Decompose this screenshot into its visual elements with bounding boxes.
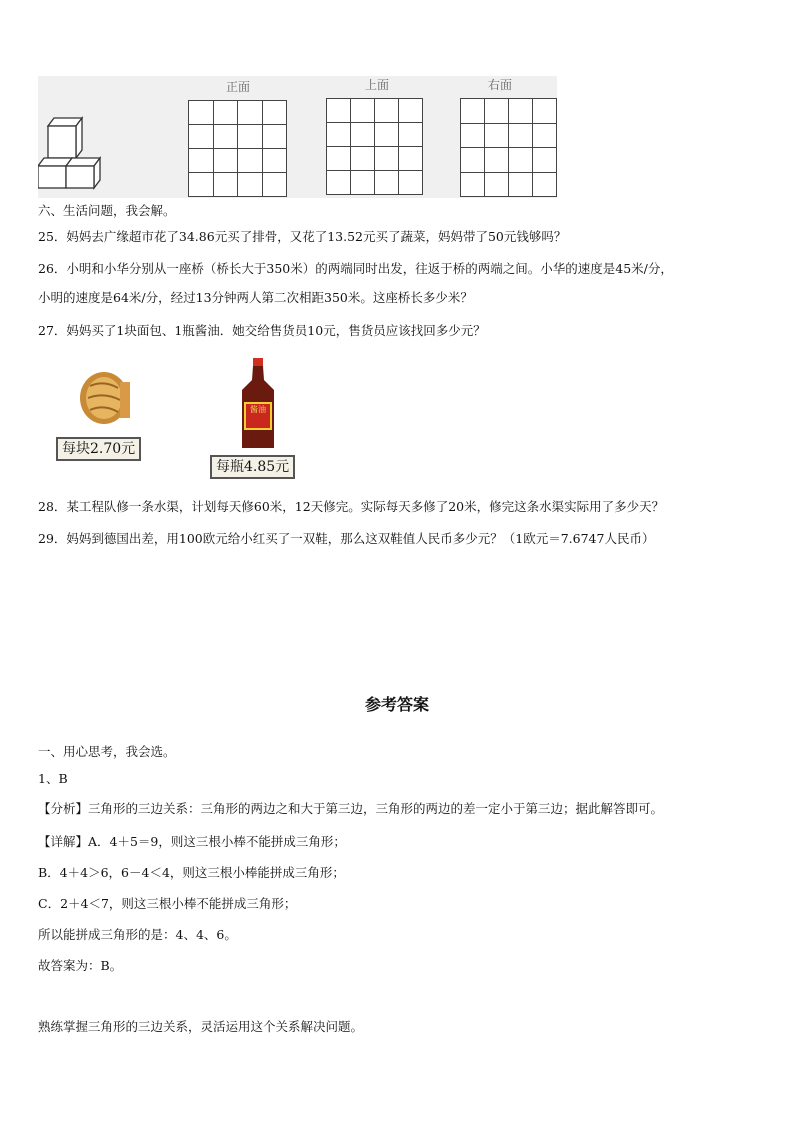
soy-sauce-label: 酱油 <box>250 405 266 414</box>
question-25: 25．妈妈去广缘超市花了34.86元买了排骨，又花了13.52元买了蔬菜，妈妈带了50元钱够吗？ <box>38 229 567 244</box>
answer-detail-a: 【详解】A．4＋5＝9，则这三根小棒不能拼成三角形； <box>38 834 346 849</box>
section-6-heading: 六、生活问题，我会解。 <box>38 203 176 218</box>
answers-title: 参考答案 <box>364 695 429 714</box>
view-label-front: 正面 <box>225 80 250 94</box>
question-28: 28．某工程队修一条水渠，计划每天修60米，12天修完。实际每天多修了20米，修完这条水渠实际用了多少天？ <box>38 499 665 514</box>
top-view-grid <box>326 98 423 195</box>
answer-detail-c: C．2＋4＜7，则这三根小棒不能拼成三角形； <box>38 896 297 911</box>
view-label-top: 上面 <box>364 78 389 92</box>
answer-conclusion: 所以能拼成三角形的是：4、4、6。 <box>38 927 237 942</box>
answers-section-1: 一、用心思考，我会选。 <box>38 744 176 759</box>
question-29: 29．妈妈到德国出差，用100欧元给小红买了一双鞋，那么这双鞋值人民币多少元？（1欧元＝7.6747人民币） <box>38 531 655 546</box>
soy-sauce-price-tag: 每瓶4.85元 <box>210 455 295 479</box>
bread-image <box>76 368 136 426</box>
question-27: 27．妈妈买了1块面包、1瓶酱油．她交给售货员10元，售货员应该找回多少元？ <box>38 323 486 338</box>
answer-final: 故答案为：B。 <box>38 958 123 973</box>
question-26-line-2: 小明的速度是64米/分，经过13分钟两人第二次相距350米。这座桥长多少米？ <box>38 290 473 305</box>
answer-summary: 熟练掌握三角形的三边关系，灵活运用这个关系解决问题。 <box>38 1019 364 1034</box>
question-26-line-1: 26．小明和小华分别从一座桥（桥长大于350米）的两端同时出发，往返于桥的两端之间。小华的速度是45米/分， <box>38 261 673 276</box>
cube-stack-figure <box>38 114 108 190</box>
view-figure <box>38 76 557 198</box>
answer-detail-b: B．4＋4＞6，6－4＜4，则这三根小棒能拼成三角形； <box>38 865 345 880</box>
right-view-grid <box>460 98 557 197</box>
front-view-grid <box>188 100 287 197</box>
bread-price-tag: 每块2.70元 <box>56 437 141 461</box>
view-label-right: 右面 <box>487 78 512 92</box>
answer-analysis: 【分析】三角形的三边关系：三角形的两边之和大于第三边，三角形的两边的差一定小于第三边；据此解答即可。 <box>38 801 664 816</box>
answer-1: 1、B <box>38 771 68 786</box>
